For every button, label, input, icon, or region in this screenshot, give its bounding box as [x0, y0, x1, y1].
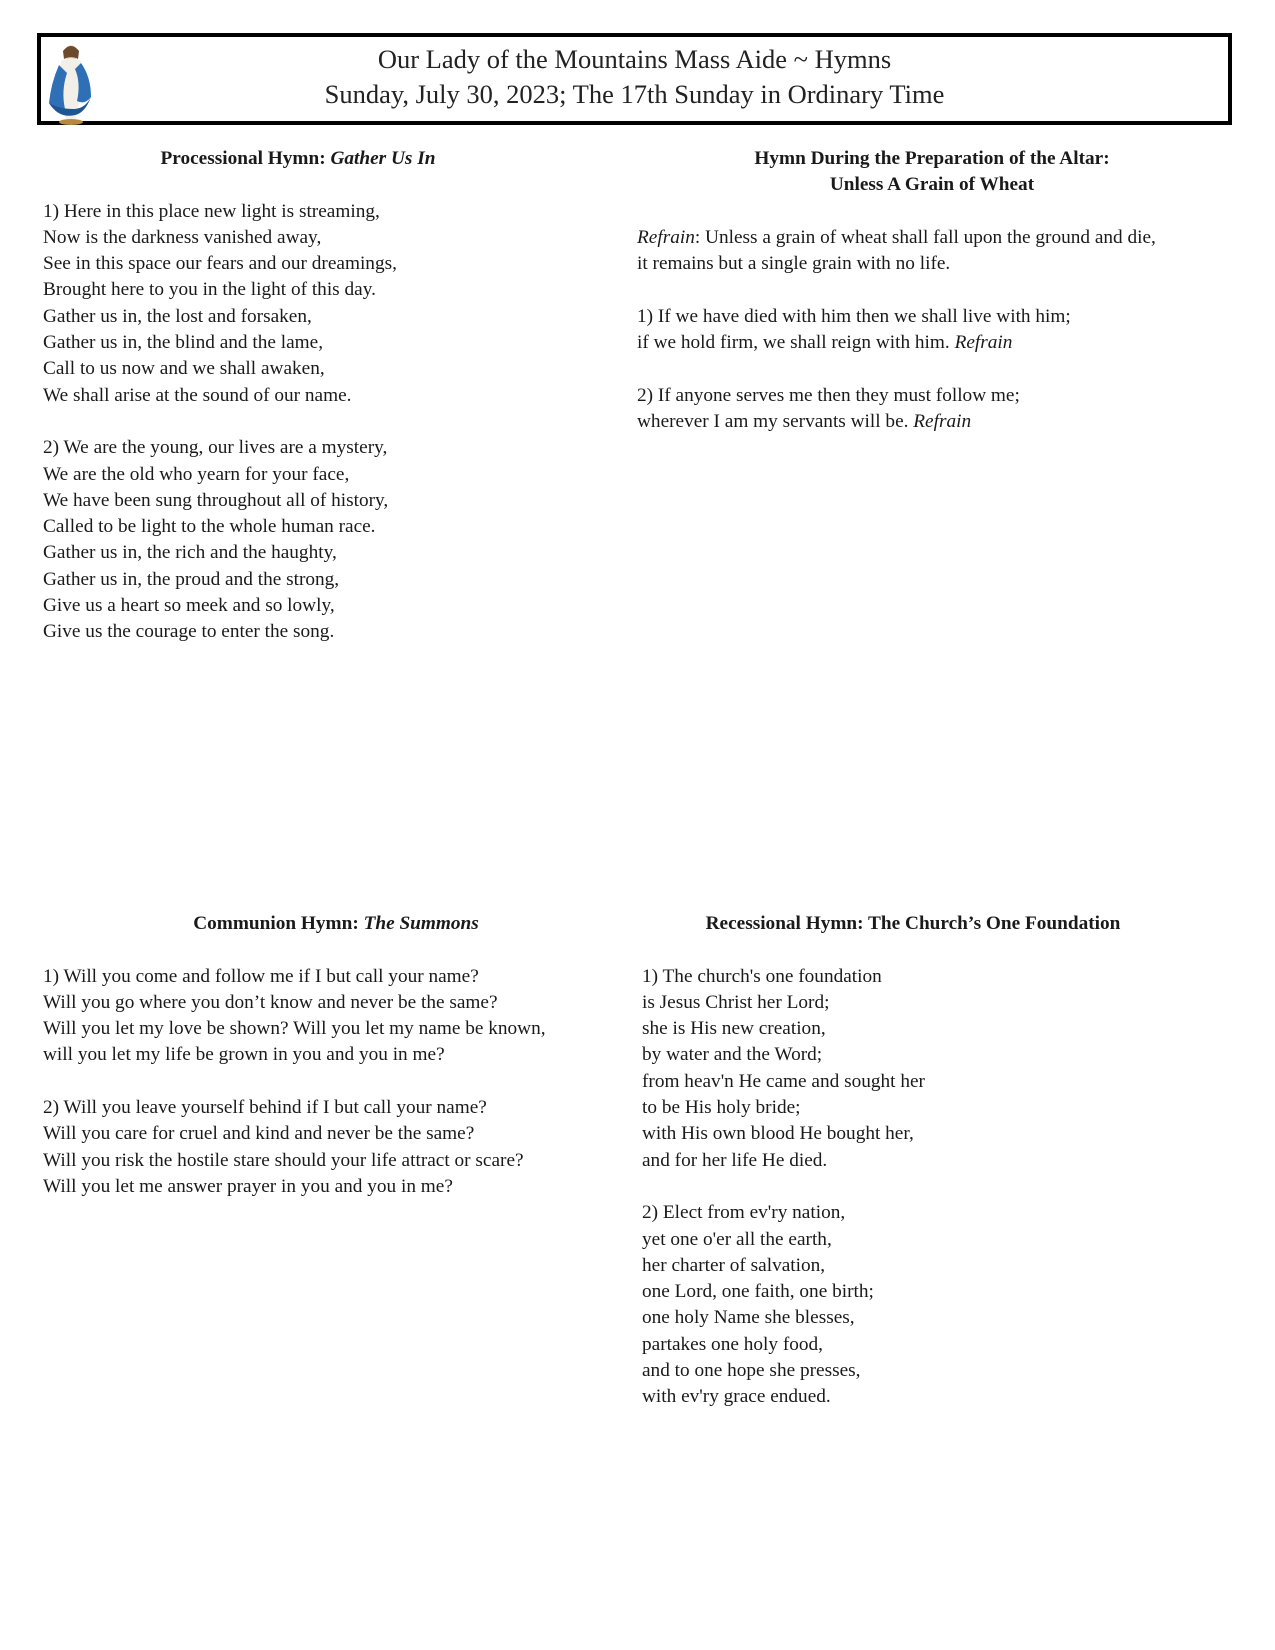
- lyric-line: Gather us in, the proud and the strong,: [43, 568, 340, 590]
- lyric-line: her charter of salvation,: [642, 1254, 826, 1276]
- lyric-line: will you let my life be grown in you and you in me?: [43, 1044, 445, 1066]
- lyric-line: one Lord, one faith, one birth;: [642, 1281, 874, 1303]
- processional-section: [43, 146, 553, 646]
- lyric-line: 2) We are the young, our lives are a mystery,: [43, 437, 388, 459]
- lyric-line: from heav'n He came and sought her: [642, 1070, 925, 1092]
- communion-section: [43, 911, 633, 1200]
- lyric-line: 1) Here in this place new light is streaming,: [43, 200, 380, 222]
- lyric-line: is Jesus Christ her Lord;: [642, 991, 830, 1013]
- lyric-line: Will you go where you don’t know and never be the same?: [43, 991, 498, 1013]
- lyric-line: 1) The church's one foundation: [642, 965, 882, 987]
- lyric-line: See in this space our fears and our dreamings,: [43, 253, 397, 275]
- refrain-line: it remains but a single grain with no life.: [637, 253, 951, 275]
- lyric-line: Now is the darkness vanished away,: [43, 226, 322, 248]
- preparation-hymn-name: Unless A Grain of Wheat: [829, 174, 1035, 196]
- recessional-section: [642, 911, 1232, 1411]
- lyric-line: Gather us in, the lost and forsaken,: [43, 305, 312, 327]
- header-box: [37, 33, 1232, 125]
- lyric-line: with His own blood He bought her,: [642, 1123, 914, 1145]
- lyric-line: 2) Elect from ev'ry nation,: [642, 1202, 846, 1224]
- lyric-line: Will you risk the hostile stare should your life attract or scare?: [43, 1149, 524, 1171]
- lyric-line: and to one hope she presses,: [642, 1360, 861, 1382]
- lyric-line: 2) If anyone serves me then they must follow me;: [637, 384, 1020, 406]
- lyric-line: Brought here to you in the light of this day.: [43, 279, 376, 301]
- lyric-line: one holy Name she blesses,: [642, 1307, 855, 1329]
- lyric-line: yet one o'er all the earth,: [642, 1228, 832, 1250]
- lyric-line: wherever I am my servants will be. Refrain: [637, 410, 972, 432]
- lyric-line: Will you let me answer prayer in you and you in me?: [43, 1175, 453, 1197]
- header-title: Our Lady of the Mountains Mass Aide ~ Hymns: [377, 44, 892, 74]
- lyric-line: 1) If we have died with him then we shall live with him;: [637, 305, 1071, 327]
- lyric-line: she is His new creation,: [642, 1018, 826, 1040]
- lyric-line: 1) Will you come and follow me if I but call your name?: [43, 965, 479, 987]
- lyric-line: by water and the Word;: [642, 1044, 823, 1066]
- lyric-line: We have been sung throughout all of history,: [43, 489, 389, 511]
- lyric-line: Give us the courage to enter the song.: [43, 621, 335, 643]
- lyric-line: Call to us now and we shall awaken,: [43, 358, 325, 380]
- lyric-line: 2) Will you leave yourself behind if I but call your name?: [43, 1097, 487, 1119]
- verse-2: [43, 435, 553, 645]
- lyric-line: and for her life He died.: [642, 1149, 828, 1171]
- processional-title: Processional Hymn: Gather Us In: [160, 148, 436, 169]
- lyric-line: We shall arise at the sound of our name.: [43, 384, 352, 406]
- lyric-line: to be His holy bride;: [642, 1097, 801, 1119]
- verse-1: [43, 199, 553, 409]
- recessional-title: Recessional Hymn: The Church’s One Foundation: [705, 913, 1121, 934]
- lyric-line: Called to be light to the whole human race.: [43, 516, 376, 538]
- lyric-line: with ev'ry grace endued.: [642, 1386, 831, 1408]
- lyric-line: Will you care for cruel and kind and never be the same?: [43, 1123, 475, 1145]
- refrain-line: Refrain: Unless a grain of wheat shall fall upon the ground and die,: [637, 226, 1156, 248]
- lyric-line: We are the old who yearn for your face,: [43, 463, 350, 485]
- preparation-section: [637, 146, 1227, 435]
- lyric-line: if we hold firm, we shall reign with him. Refrain: [637, 332, 1013, 354]
- header-date: Sunday, July 30, 2023; The 17th Sunday in Ordinary Time: [324, 79, 945, 109]
- lyric-line: Will you let my love be shown? Will you let my name be known,: [43, 1018, 546, 1040]
- lyric-line: Gather us in, the blind and the lame,: [43, 332, 324, 354]
- lyric-line: Gather us in, the rich and the haughty,: [43, 542, 337, 564]
- preparation-title: Hymn During the Preparation of the Altar:: [754, 148, 1110, 169]
- communion-title: Communion Hymn: The Summons: [193, 913, 479, 934]
- lyric-line: Give us a heart so meek and so lowly,: [43, 595, 335, 617]
- lyric-line: partakes one holy food,: [642, 1333, 823, 1355]
